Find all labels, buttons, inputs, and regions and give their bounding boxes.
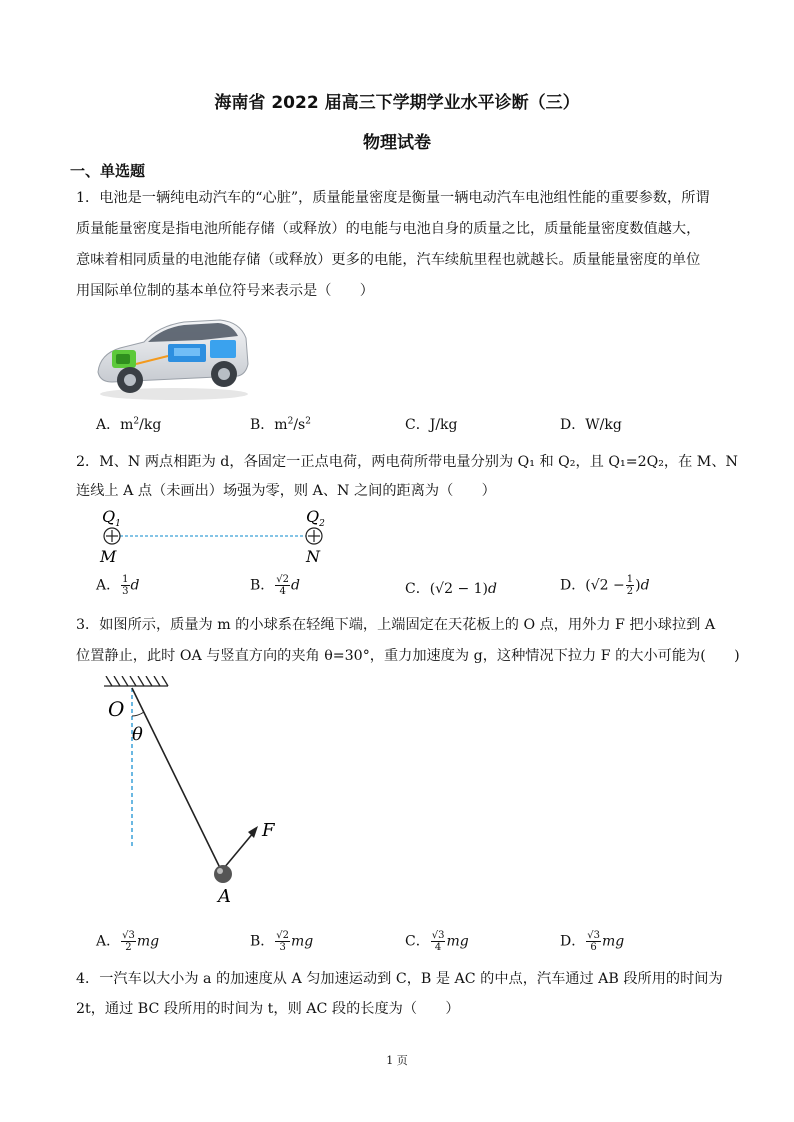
- point-n-label: N: [306, 547, 320, 566]
- q3-option-a-fraction: $\frac{√3}{2}$: [122, 930, 135, 953]
- point-a-label: A: [218, 886, 231, 907]
- point-o-label: O: [108, 697, 125, 721]
- q4-line-2: 2t，通过 BC 段所用的时间为 t，则 AC 段的长度为（ ）: [76, 1001, 460, 1017]
- q2-option-d-pre: (√2 −: [585, 577, 625, 594]
- q3-option-a[interactable]: [96, 930, 159, 953]
- q2-option-a-var: d: [130, 577, 140, 594]
- q1-option-b-text-post: /s: [293, 417, 306, 433]
- q1-option-c-text: J/kg: [429, 417, 458, 433]
- q3-line-2: 位置静止，此时 OA 与竖直方向的夹角 θ=30°，重力加速度为 g，这种情况下拉力 F 的大小可能为( ): [76, 648, 740, 664]
- q1-option-b-text: m: [274, 417, 288, 433]
- q1-option-b-sup: 2: [287, 416, 294, 427]
- q2-option-a-label: A．: [96, 577, 121, 594]
- q2-option-b-label: B．: [250, 577, 275, 594]
- force-f-arrow-line: [224, 832, 254, 868]
- q2-charge-label: $Q_2$: [306, 507, 325, 529]
- q1-option-b-label: B．: [250, 417, 275, 433]
- q3-option-a-unit: mg: [136, 933, 160, 950]
- q4-line-1: 4．一汽车以大小为 a 的加速度从 A 匀加速运动到 C，B 是 AC 的中点，汽车通过 AB 段所用的时间为: [76, 971, 723, 987]
- q1-option-b-sup2: 2: [305, 416, 311, 427]
- q1-option-a-sup: 2: [133, 416, 140, 427]
- q2-option-a[interactable]: [96, 574, 139, 597]
- q1-option-c-label: C．: [405, 417, 430, 433]
- q1-option-a-text-post: /kg: [139, 417, 162, 433]
- q1-line-1: 1．电池是一辆纯电动汽车的“心脏”，质量能量密度是衡量一辆电动汽车电池组性能的重要参数，所谓: [76, 190, 710, 206]
- q3-option-d-label: D．: [560, 933, 586, 950]
- q3-line-1: 3．如图所示，质量为 m 的小球系在轻绳下端，上端固定在天花板上的 O 点，用外力 F 把小球拉到 A: [76, 617, 716, 633]
- q2-option-d-var: d: [640, 577, 650, 594]
- q1-option-a[interactable]: [96, 414, 161, 434]
- q2-option-d-fraction: $\frac{1}{2}$: [626, 574, 634, 597]
- q1-line-2: 质量能量密度是指电池所能存储（或释放）的电能与电池自身的质量之比，质量能量密度数值越大，: [76, 221, 701, 237]
- q1-option-b[interactable]: [250, 414, 311, 434]
- q2-option-b-fraction: $\frac{√2}{4}$: [276, 574, 290, 597]
- q3-option-d-unit: mg: [601, 933, 625, 950]
- q2-option-d-label: D．: [560, 577, 586, 594]
- q3-option-c[interactable]: [405, 930, 469, 953]
- q3-option-d[interactable]: [560, 930, 624, 953]
- point-m-label: M: [100, 547, 117, 566]
- exam-subtitle: 物理试卷: [363, 133, 431, 153]
- rope-oa: [132, 688, 222, 872]
- positive-charge-m-icon: [104, 528, 120, 544]
- ceiling-hatch: [104, 676, 168, 686]
- q1-option-d-text: W/kg: [585, 417, 622, 433]
- electric-car-image: [92, 302, 252, 402]
- exam-title: 海南省 2022 届高三下学期学业水平诊断（三）: [214, 93, 580, 113]
- q1-option-c[interactable]: [405, 414, 458, 434]
- q1-charge-label: $Q_1$: [102, 507, 121, 529]
- pendulum-diagram: [96, 676, 296, 908]
- q3-option-c-unit: mg: [446, 933, 469, 950]
- q2-option-c-text: (√2 − 1): [429, 581, 489, 597]
- theta-label: θ: [132, 724, 143, 745]
- q3-option-d-fraction: $\frac{√3}{6}$: [587, 930, 600, 953]
- charges-diagram: [94, 504, 344, 566]
- q1-line-4: 用国际单位制的基本单位符号来表示是（ ）: [76, 283, 374, 299]
- q2-option-c[interactable]: [405, 578, 497, 598]
- page-number: 1 页: [386, 1054, 408, 1067]
- q1-option-a-label: A．: [96, 417, 121, 433]
- q2-option-d-post: ): [635, 577, 641, 594]
- q2-option-c-var: d: [488, 581, 497, 597]
- q2-option-b-var: d: [291, 577, 300, 594]
- q1-option-d-label: D．: [560, 417, 586, 433]
- q1-option-d[interactable]: [560, 414, 622, 434]
- q3-option-b[interactable]: [250, 930, 313, 953]
- theta-arc: [132, 712, 144, 716]
- section-heading: 一、单选题: [70, 162, 146, 180]
- q3-option-a-label: A．: [96, 933, 121, 950]
- force-f-label: F: [262, 820, 275, 841]
- q1-option-a-text: m: [120, 417, 134, 433]
- q1-line-3: 意味着相同质量的电池能存储（或释放）更多的电能，汽车续航里程也就越长。质量能量密度的单位: [76, 252, 701, 268]
- q3-option-b-unit: mg: [291, 933, 314, 950]
- ball-a: [214, 865, 232, 883]
- q3-option-c-fraction: $\frac{√3}{4}$: [431, 930, 445, 953]
- q2-line-2: 连线上 A 点（未画出）场强为零，则 A、N 之间的距离为（ ）: [76, 483, 496, 499]
- q2-option-b[interactable]: [250, 574, 300, 597]
- q2-line-1: 2．M、N 两点相距为 d，各固定一正点电荷，两电荷所带电量分别为 Q₁ 和 Q₂，且 Q₁=2Q₂，在 M、N: [76, 454, 738, 470]
- q3-option-b-fraction: $\frac{√2}{3}$: [276, 930, 290, 953]
- q2-option-a-fraction: $\frac{1}{3}$: [122, 574, 129, 597]
- q3-option-c-label: C．: [405, 933, 430, 950]
- q2-option-d[interactable]: [560, 574, 650, 597]
- q2-option-c-label: C．: [405, 581, 430, 597]
- positive-charge-n-icon: [306, 528, 322, 544]
- q3-option-b-label: B．: [250, 933, 275, 950]
